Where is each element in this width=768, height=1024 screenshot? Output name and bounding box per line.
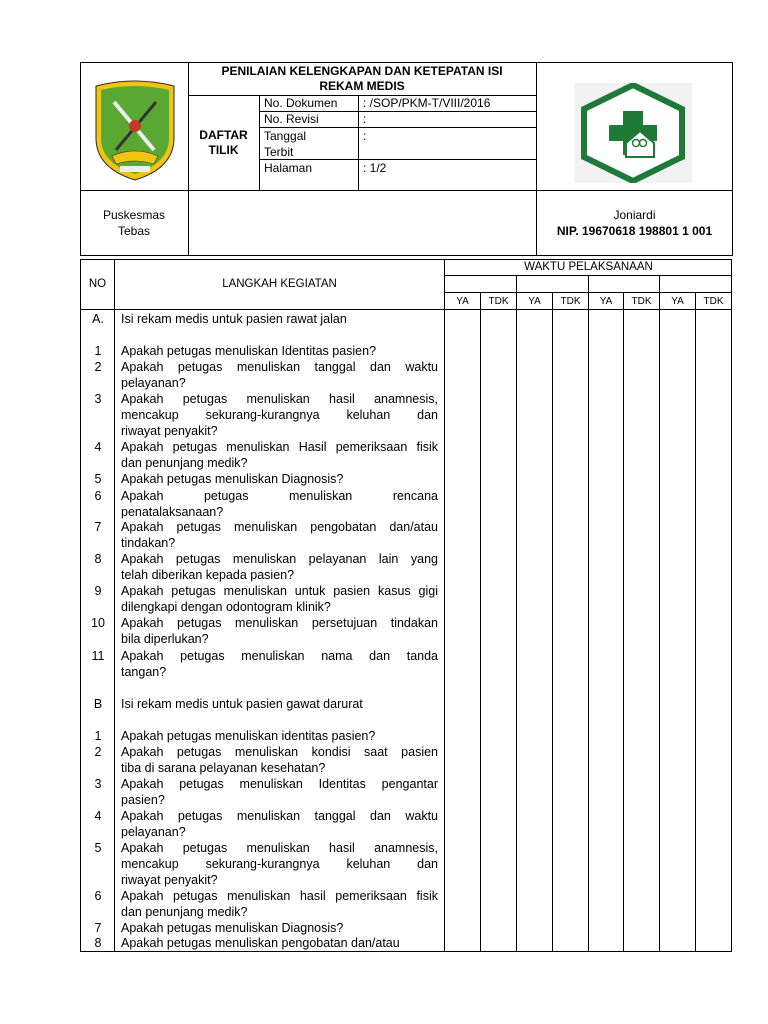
item-a-7-no: 7 [94, 520, 102, 534]
doc-title-line1: PENILAIAN KELENGKAPAN DAN KETEPATAN ISI [221, 64, 503, 78]
item-a-4-no: 4 [94, 440, 102, 454]
item-a-11-no: 11 [91, 649, 105, 663]
field-label-no-dokumen: No. Dokumen [264, 96, 338, 110]
field-label-halaman: Halaman [264, 161, 313, 175]
item-b-5-no: 5 [94, 841, 102, 855]
item-a-5-text: Apakah petugas menuliskan Diagnosis? [121, 472, 344, 486]
doc-type-line2: TILIK [208, 143, 239, 157]
item-a-9-no: 9 [94, 584, 102, 598]
doc-title-line2: REKAM MEDIS [319, 79, 405, 93]
field-label-tanggal: Tanggal [264, 129, 307, 143]
org-name-line2: Tebas [117, 224, 151, 238]
sub-col-tdk-3: TDK [631, 296, 652, 307]
item-b-1-text: Apakah petugas menuliskan identitas pasien? [121, 729, 376, 743]
item-a-6-no: 6 [94, 489, 102, 503]
field-value-halaman: : 1/2 [363, 161, 387, 175]
item-a-2-no: 2 [94, 360, 102, 374]
item-a-1-text: Apakah petugas menuliskan Identitas pasien? [121, 344, 377, 358]
sub-col-ya-1: YA [456, 296, 469, 307]
section-b-number: B [93, 697, 103, 711]
item-a-8-text: Apakah petugas menuliskan pelayanan lain yang telah diberikan kepada pasien? [121, 552, 438, 582]
puskesmas-logo [574, 83, 692, 183]
field-value-tanggal: : [363, 129, 367, 143]
item-a-3-text: Apakah petugas menuliskan hasil anamnesis, mencakup sekurang-kurangnya keluhan dan riwayat penyakit? [121, 392, 438, 438]
item-a-2-text: Apakah petugas menuliskan tanggal dan waktu pelayanan? [121, 360, 438, 390]
item-a-4-text: Apakah petugas menuliskan Hasil pemeriksaan fisik dan penunjang medik? [121, 440, 438, 470]
item-b-6-text: Apakah petugas menuliskan hasil pemeriksaan fisik dan penunjang medik? [121, 889, 438, 919]
section-a-number: A. [92, 312, 104, 326]
item-a-6-text: Apakah petugas menuliskan rencana penatalaksanaan? [121, 489, 438, 519]
item-b-7-no: 7 [94, 921, 102, 935]
section-b-title: Isi rekam medis untuk pasien gawat darurat [121, 697, 363, 711]
col-header-step: LANGKAH KEGIATAN [222, 278, 337, 290]
item-b-7-text: Apakah petugas menuliskan Diagnosis? [121, 921, 344, 935]
item-a-11-text: Apakah petugas menuliskan nama dan tanda tangan? [121, 649, 438, 679]
item-b-8-text: Apakah petugas menuliskan pengobatan dan/atau [121, 936, 400, 950]
org-name-line1: Puskesmas [102, 208, 166, 222]
col-header-no: NO [88, 278, 107, 290]
field-label-terbit: Terbit [264, 145, 294, 159]
item-b-1-no: 1 [94, 729, 102, 743]
sub-col-ya-2: YA [528, 296, 541, 307]
item-b-8-no: 8 [94, 936, 102, 950]
item-a-5-no: 5 [94, 472, 102, 486]
item-b-4-text: Apakah petugas menuliskan tanggal dan waktu pelayanan? [121, 809, 438, 839]
item-a-9-text: Apakah petugas menuliskan untuk pasien kasus gigi dilengkapi dengan odontogram klinik? [121, 584, 438, 614]
field-label-no-revisi: No. Revisi [264, 112, 319, 126]
regional-emblem-logo [92, 78, 178, 182]
doc-type-line1: DAFTAR [199, 128, 248, 142]
item-b-6-no: 6 [94, 889, 102, 903]
item-b-4-no: 4 [94, 809, 102, 823]
sub-col-tdk-4: TDK [703, 296, 724, 307]
sub-col-ya-4: YA [671, 296, 684, 307]
item-a-10-text: Apakah petugas menuliskan persetujuan tindakan bila diperlukan? [121, 616, 438, 646]
field-value-no-dokumen: : /SOP/PKM-T/VIII/2016 [363, 96, 491, 110]
section-a-title: Isi rekam medis untuk pasien rawat jalan [121, 312, 347, 326]
sub-col-ya-3: YA [599, 296, 613, 307]
item-a-7-text: Apakah petugas menuliskan pengobatan dan/atau tindakan? [121, 520, 438, 550]
sub-col-tdk-1: TDK [488, 296, 509, 307]
sub-col-tdk-2: TDK [560, 296, 581, 307]
item-a-3-no: 3 [94, 392, 102, 406]
item-b-2-text: Apakah petugas menuliskan kondisi saat pasien tiba di sarana pelayanan kesehatan? [121, 745, 438, 775]
item-b-5-text: Apakah petugas menuliskan hasil anamnesis, mencakup sekurang-kurangnya keluhan dan riwayat penyakit? [121, 841, 438, 887]
item-a-1-no: 1 [94, 344, 102, 358]
item-b-3-text: Apakah petugas menuliskan Identitas pengantar pasien? [121, 777, 438, 807]
signer-name: Joniardi [613, 208, 656, 222]
signer-nip: NIP. 19670618 198801 1 001 [556, 224, 713, 238]
item-a-8-no: 8 [94, 552, 102, 566]
item-b-3-no: 3 [94, 777, 102, 791]
item-b-2-no: 2 [94, 745, 102, 759]
item-a-10-no: 10 [91, 616, 105, 630]
col-header-time: WAKTU PELAKSANAAN [524, 261, 653, 273]
field-value-no-revisi: : [363, 112, 367, 126]
